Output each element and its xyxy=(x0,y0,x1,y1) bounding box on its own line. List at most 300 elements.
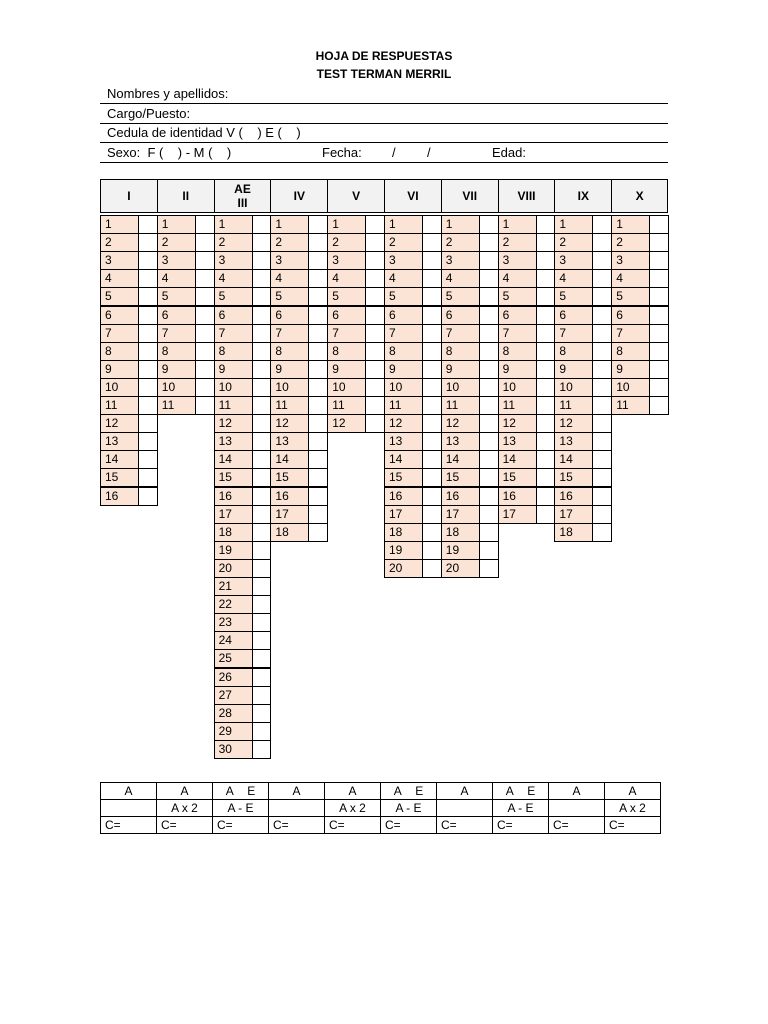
summary-cell[interactable]: C= xyxy=(437,817,493,834)
answer-box[interactable] xyxy=(196,215,215,234)
item-number: 3 xyxy=(498,251,537,270)
item-number: 1 xyxy=(100,215,139,234)
answer-box[interactable] xyxy=(650,324,669,343)
answer-box[interactable] xyxy=(196,378,215,397)
answer-box[interactable] xyxy=(253,631,272,650)
answer-box[interactable] xyxy=(366,215,385,234)
item-number: 29 xyxy=(214,722,253,741)
column-header: II xyxy=(157,179,214,213)
answer-box[interactable] xyxy=(366,233,385,252)
answer-box[interactable] xyxy=(423,233,442,252)
answer-box[interactable] xyxy=(537,269,556,288)
answer-box[interactable] xyxy=(139,215,158,234)
answer-box[interactable] xyxy=(309,324,328,343)
summary-cell xyxy=(101,800,157,817)
answer-box[interactable] xyxy=(650,233,669,252)
item-number: 12 xyxy=(384,414,423,433)
item-number: 17 xyxy=(214,505,253,524)
answer-box[interactable] xyxy=(253,613,272,632)
item-number: 12 xyxy=(100,414,139,433)
summary-row-scores xyxy=(101,817,661,834)
item-number: 1 xyxy=(157,215,196,234)
answer-box[interactable] xyxy=(650,251,669,270)
answer-box[interactable] xyxy=(423,541,442,560)
answer-box[interactable] xyxy=(537,287,556,306)
answer-box[interactable] xyxy=(537,378,556,397)
field-cedula[interactable] xyxy=(100,123,668,143)
item-number: 6 xyxy=(441,306,480,325)
answer-box[interactable] xyxy=(196,269,215,288)
item-number: 9 xyxy=(554,360,593,379)
summary-cell: A - E xyxy=(213,800,269,817)
answer-box[interactable] xyxy=(423,450,442,469)
column-header: V xyxy=(327,179,384,213)
item-number: 13 xyxy=(100,432,139,451)
summary-cell[interactable]: C= xyxy=(549,817,605,834)
answer-box[interactable] xyxy=(423,360,442,379)
answer-box[interactable] xyxy=(537,468,556,487)
answer-box[interactable] xyxy=(309,432,328,451)
answer-box[interactable] xyxy=(139,432,158,451)
answer-box[interactable] xyxy=(309,233,328,252)
answer-box[interactable] xyxy=(309,523,328,542)
answer-box[interactable] xyxy=(366,396,385,415)
item-number: 13 xyxy=(214,432,253,451)
answer-box[interactable] xyxy=(650,396,669,415)
answer-box[interactable] xyxy=(537,432,556,451)
summary-cell[interactable]: C= xyxy=(605,817,661,834)
answer-box[interactable] xyxy=(480,450,499,469)
answer-box[interactable] xyxy=(423,468,442,487)
answer-box[interactable] xyxy=(480,306,499,325)
answer-box[interactable] xyxy=(593,306,612,325)
answer-box[interactable] xyxy=(593,505,612,524)
answer-box[interactable] xyxy=(537,414,556,433)
answer-box[interactable] xyxy=(593,523,612,542)
answer-box[interactable] xyxy=(650,215,669,234)
item-number: 6 xyxy=(498,306,537,325)
answer-box[interactable] xyxy=(366,324,385,343)
item-number: 15 xyxy=(270,468,309,487)
item-number: 10 xyxy=(327,378,366,397)
item-number: 28 xyxy=(214,704,253,723)
summary-row-formulas xyxy=(101,800,661,817)
answer-box[interactable] xyxy=(196,233,215,252)
answer-box[interactable] xyxy=(253,722,272,741)
answer-box[interactable] xyxy=(366,287,385,306)
summary-cell xyxy=(269,800,325,817)
item-number: 6 xyxy=(611,306,650,325)
item-number: 2 xyxy=(157,233,196,252)
answer-box[interactable] xyxy=(253,740,272,759)
answer-box[interactable] xyxy=(480,251,499,270)
item-number: 17 xyxy=(441,505,480,524)
sheet-title: HOJA DE RESPUESTAS xyxy=(315,49,453,63)
answer-box[interactable] xyxy=(537,306,556,325)
item-number: 2 xyxy=(270,233,309,252)
answer-box[interactable] xyxy=(253,450,272,469)
column-header: I xyxy=(100,179,157,213)
item-number: 9 xyxy=(157,360,196,379)
item-number: 7 xyxy=(611,324,650,343)
answer-box[interactable] xyxy=(593,450,612,469)
answer-box[interactable] xyxy=(480,559,499,578)
answer-box[interactable] xyxy=(593,414,612,433)
answer-box[interactable] xyxy=(480,324,499,343)
answer-box[interactable] xyxy=(309,342,328,361)
item-number: 18 xyxy=(441,523,480,542)
answer-box[interactable] xyxy=(196,306,215,325)
field-fecha-label: Fecha: xyxy=(322,145,362,160)
summary-cell: A xyxy=(549,783,605,800)
item-number: 18 xyxy=(554,523,593,542)
answer-box[interactable] xyxy=(253,559,272,578)
answer-box[interactable] xyxy=(253,487,272,506)
answer-box[interactable] xyxy=(253,468,272,487)
item-number: 8 xyxy=(498,342,537,361)
answer-box[interactable] xyxy=(423,559,442,578)
answer-box[interactable] xyxy=(139,269,158,288)
answer-box[interactable] xyxy=(253,523,272,542)
answer-box[interactable] xyxy=(537,251,556,270)
item-number: 5 xyxy=(270,287,309,306)
answer-box[interactable] xyxy=(253,649,272,668)
answer-box[interactable] xyxy=(309,468,328,487)
answer-box[interactable] xyxy=(423,378,442,397)
answer-box[interactable] xyxy=(480,378,499,397)
field-edad-label: Edad: xyxy=(492,145,526,160)
item-number: 11 xyxy=(611,396,650,415)
answer-box[interactable] xyxy=(196,287,215,306)
answer-box[interactable] xyxy=(593,396,612,415)
answer-box[interactable] xyxy=(537,342,556,361)
item-number: 9 xyxy=(270,360,309,379)
item-number: 1 xyxy=(441,215,480,234)
answer-box[interactable] xyxy=(593,360,612,379)
item-number: 4 xyxy=(214,269,253,288)
answer-box[interactable] xyxy=(253,287,272,306)
answer-box[interactable] xyxy=(196,360,215,379)
answer-box[interactable] xyxy=(366,414,385,433)
item-number: 1 xyxy=(554,215,593,234)
item-number: 8 xyxy=(100,342,139,361)
answer-box[interactable] xyxy=(480,233,499,252)
item-number: 11 xyxy=(100,396,139,415)
answer-box[interactable] xyxy=(537,396,556,415)
summary-row-headers xyxy=(101,783,661,800)
summary-cell[interactable]: C= xyxy=(269,817,325,834)
answer-box[interactable] xyxy=(139,468,158,487)
answer-box[interactable] xyxy=(253,251,272,270)
item-number: 11 xyxy=(441,396,480,415)
summary-cell[interactable]: C= xyxy=(381,817,437,834)
answer-box[interactable] xyxy=(537,360,556,379)
answer-box[interactable] xyxy=(480,414,499,433)
item-number: 3 xyxy=(270,251,309,270)
item-number: 16 xyxy=(498,487,537,506)
answer-box[interactable] xyxy=(253,668,272,687)
item-number: 11 xyxy=(498,396,537,415)
item-number: 7 xyxy=(157,324,196,343)
summary-cell-part: A xyxy=(225,784,234,798)
answer-box[interactable] xyxy=(593,324,612,343)
item-number: 1 xyxy=(270,215,309,234)
item-number: 12 xyxy=(441,414,480,433)
item-number: 11 xyxy=(384,396,423,415)
item-number: 20 xyxy=(384,559,423,578)
item-number: 2 xyxy=(100,233,139,252)
answer-box[interactable] xyxy=(253,686,272,705)
item-number: 6 xyxy=(214,306,253,325)
summary-cell xyxy=(437,800,493,817)
answer-box[interactable] xyxy=(309,306,328,325)
answer-box[interactable] xyxy=(196,251,215,270)
item-number: 8 xyxy=(611,342,650,361)
answer-box[interactable] xyxy=(309,505,328,524)
answer-box[interactable] xyxy=(139,251,158,270)
answer-box[interactable] xyxy=(366,360,385,379)
summary-cell xyxy=(381,783,437,800)
answer-box[interactable] xyxy=(139,324,158,343)
answer-box[interactable] xyxy=(309,450,328,469)
item-number: 10 xyxy=(270,378,309,397)
answer-box[interactable] xyxy=(423,487,442,506)
item-number: 13 xyxy=(384,432,423,451)
answer-box[interactable] xyxy=(253,360,272,379)
answer-box[interactable] xyxy=(253,233,272,252)
answer-box[interactable] xyxy=(309,396,328,415)
item-number: 1 xyxy=(327,215,366,234)
answer-box[interactable] xyxy=(480,468,499,487)
item-number: 20 xyxy=(441,559,480,578)
item-number: 4 xyxy=(157,269,196,288)
answer-box[interactable] xyxy=(253,414,272,433)
answer-box[interactable] xyxy=(366,251,385,270)
answer-box[interactable] xyxy=(253,269,272,288)
answer-box[interactable] xyxy=(650,306,669,325)
answer-box[interactable] xyxy=(650,360,669,379)
item-number: 2 xyxy=(498,233,537,252)
answer-box[interactable] xyxy=(309,487,328,506)
answer-box[interactable] xyxy=(593,251,612,270)
answer-box[interactable] xyxy=(139,487,158,506)
item-number: 6 xyxy=(157,306,196,325)
item-number: 14 xyxy=(554,450,593,469)
item-number: 7 xyxy=(214,324,253,343)
answer-box[interactable] xyxy=(423,342,442,361)
answer-box[interactable] xyxy=(537,324,556,343)
item-number: 10 xyxy=(441,378,480,397)
answer-box[interactable] xyxy=(423,287,442,306)
item-number: 3 xyxy=(384,251,423,270)
answer-box[interactable] xyxy=(139,414,158,433)
field-nombres[interactable] xyxy=(100,84,668,104)
answer-box[interactable] xyxy=(253,324,272,343)
answer-box[interactable] xyxy=(253,577,272,596)
answer-box[interactable] xyxy=(253,432,272,451)
answer-box[interactable] xyxy=(309,287,328,306)
item-number: 8 xyxy=(327,342,366,361)
item-number: 4 xyxy=(384,269,423,288)
answer-box[interactable] xyxy=(480,269,499,288)
item-number: 5 xyxy=(498,287,537,306)
answer-box[interactable] xyxy=(537,215,556,234)
answer-box[interactable] xyxy=(253,704,272,723)
answer-box[interactable] xyxy=(423,306,442,325)
date-separator: / xyxy=(392,145,396,160)
item-number: 12 xyxy=(270,414,309,433)
item-number: 7 xyxy=(100,324,139,343)
answer-box[interactable] xyxy=(593,432,612,451)
item-number: 23 xyxy=(214,613,253,632)
answer-box[interactable] xyxy=(253,595,272,614)
answer-box[interactable] xyxy=(309,378,328,397)
summary-cell-part: E xyxy=(247,784,256,798)
answer-box[interactable] xyxy=(196,342,215,361)
answer-box[interactable] xyxy=(139,360,158,379)
answer-box[interactable] xyxy=(139,233,158,252)
answer-box[interactable] xyxy=(650,342,669,361)
answer-box[interactable] xyxy=(593,342,612,361)
item-number: 27 xyxy=(214,686,253,705)
answer-box[interactable] xyxy=(423,324,442,343)
answer-box[interactable] xyxy=(366,378,385,397)
answer-box[interactable] xyxy=(139,306,158,325)
item-number: 19 xyxy=(214,541,253,560)
item-number: 13 xyxy=(441,432,480,451)
answer-box[interactable] xyxy=(366,342,385,361)
answer-box[interactable] xyxy=(423,269,442,288)
answer-box[interactable] xyxy=(537,233,556,252)
answer-box[interactable] xyxy=(196,324,215,343)
answer-box[interactable] xyxy=(253,215,272,234)
item-number: 17 xyxy=(384,505,423,524)
column-header: VIII xyxy=(498,179,555,213)
answer-box[interactable] xyxy=(423,432,442,451)
answer-box[interactable] xyxy=(196,396,215,415)
answer-box[interactable] xyxy=(593,233,612,252)
summary-cell: A xyxy=(269,783,325,800)
summary-cell: A xyxy=(101,783,157,800)
field-cargo-label: Cargo/Puesto: xyxy=(107,106,191,121)
answer-box[interactable] xyxy=(309,215,328,234)
item-number: 6 xyxy=(327,306,366,325)
answer-box[interactable] xyxy=(139,450,158,469)
item-number: 9 xyxy=(384,360,423,379)
answer-box[interactable] xyxy=(423,523,442,542)
answer-box[interactable] xyxy=(480,523,499,542)
field-cargo[interactable] xyxy=(100,104,668,124)
answer-box[interactable] xyxy=(480,215,499,234)
answer-box[interactable] xyxy=(480,396,499,415)
item-number: 18 xyxy=(270,523,309,542)
answer-box[interactable] xyxy=(366,306,385,325)
answer-box[interactable] xyxy=(139,342,158,361)
answer-box[interactable] xyxy=(593,487,612,506)
summary-cell[interactable]: C= xyxy=(101,817,157,834)
answer-box[interactable] xyxy=(537,505,556,524)
answer-box[interactable] xyxy=(423,414,442,433)
summary-cell xyxy=(213,783,269,800)
answer-box[interactable] xyxy=(480,287,499,306)
answer-box[interactable] xyxy=(480,360,499,379)
item-number: 6 xyxy=(384,306,423,325)
answer-box[interactable] xyxy=(139,396,158,415)
column-header: IV xyxy=(270,179,327,213)
item-number: 25 xyxy=(214,649,253,668)
answer-box[interactable] xyxy=(423,215,442,234)
item-number: 9 xyxy=(498,360,537,379)
answer-box[interactable] xyxy=(650,287,669,306)
item-number: 5 xyxy=(554,287,593,306)
answer-box[interactable] xyxy=(480,541,499,560)
answer-box[interactable] xyxy=(480,432,499,451)
item-number: 3 xyxy=(441,251,480,270)
answer-box[interactable] xyxy=(309,414,328,433)
summary-cell[interactable]: C= xyxy=(213,817,269,834)
answer-box[interactable] xyxy=(139,378,158,397)
answer-box[interactable] xyxy=(593,287,612,306)
item-number: 24 xyxy=(214,631,253,650)
summary-cell: A - E xyxy=(381,800,437,817)
item-number: 6 xyxy=(270,306,309,325)
summary-cell-part: A xyxy=(505,784,514,798)
item-number: 15 xyxy=(441,468,480,487)
answer-box[interactable] xyxy=(253,541,272,560)
item-number: 5 xyxy=(611,287,650,306)
item-number: 22 xyxy=(214,595,253,614)
field-sexo-label: Sexo: F ( ) - M ( ) xyxy=(107,145,232,160)
answer-box[interactable] xyxy=(650,378,669,397)
item-number: 17 xyxy=(270,505,309,524)
summary-cell[interactable]: C= xyxy=(325,817,381,834)
answer-box[interactable] xyxy=(593,378,612,397)
answer-box[interactable] xyxy=(309,360,328,379)
item-number: 9 xyxy=(441,360,480,379)
answer-box[interactable] xyxy=(537,487,556,506)
answer-box[interactable] xyxy=(309,251,328,270)
summary-cell[interactable]: C= xyxy=(157,817,213,834)
answer-box[interactable] xyxy=(366,269,385,288)
answer-box[interactable] xyxy=(253,342,272,361)
answer-box[interactable] xyxy=(139,287,158,306)
answer-box[interactable] xyxy=(480,342,499,361)
answer-box[interactable] xyxy=(650,269,669,288)
answer-box[interactable] xyxy=(537,450,556,469)
summary-cell[interactable]: C= xyxy=(493,817,549,834)
answer-box[interactable] xyxy=(253,378,272,397)
item-number: 10 xyxy=(384,378,423,397)
answer-box[interactable] xyxy=(593,269,612,288)
answer-box[interactable] xyxy=(423,251,442,270)
answer-box[interactable] xyxy=(593,468,612,487)
answer-box[interactable] xyxy=(423,396,442,415)
answer-box[interactable] xyxy=(480,505,499,524)
item-number: 4 xyxy=(554,269,593,288)
answer-box[interactable] xyxy=(423,505,442,524)
item-number: 16 xyxy=(214,487,253,506)
answer-box[interactable] xyxy=(253,396,272,415)
summary-cell: A - E xyxy=(493,800,549,817)
answer-box[interactable] xyxy=(253,306,272,325)
answer-box[interactable] xyxy=(253,505,272,524)
answer-box[interactable] xyxy=(480,487,499,506)
item-number: 1 xyxy=(214,215,253,234)
answer-box[interactable] xyxy=(309,269,328,288)
field-sexo-fecha-edad[interactable] xyxy=(100,143,668,163)
answer-box[interactable] xyxy=(593,215,612,234)
item-number: 13 xyxy=(270,432,309,451)
